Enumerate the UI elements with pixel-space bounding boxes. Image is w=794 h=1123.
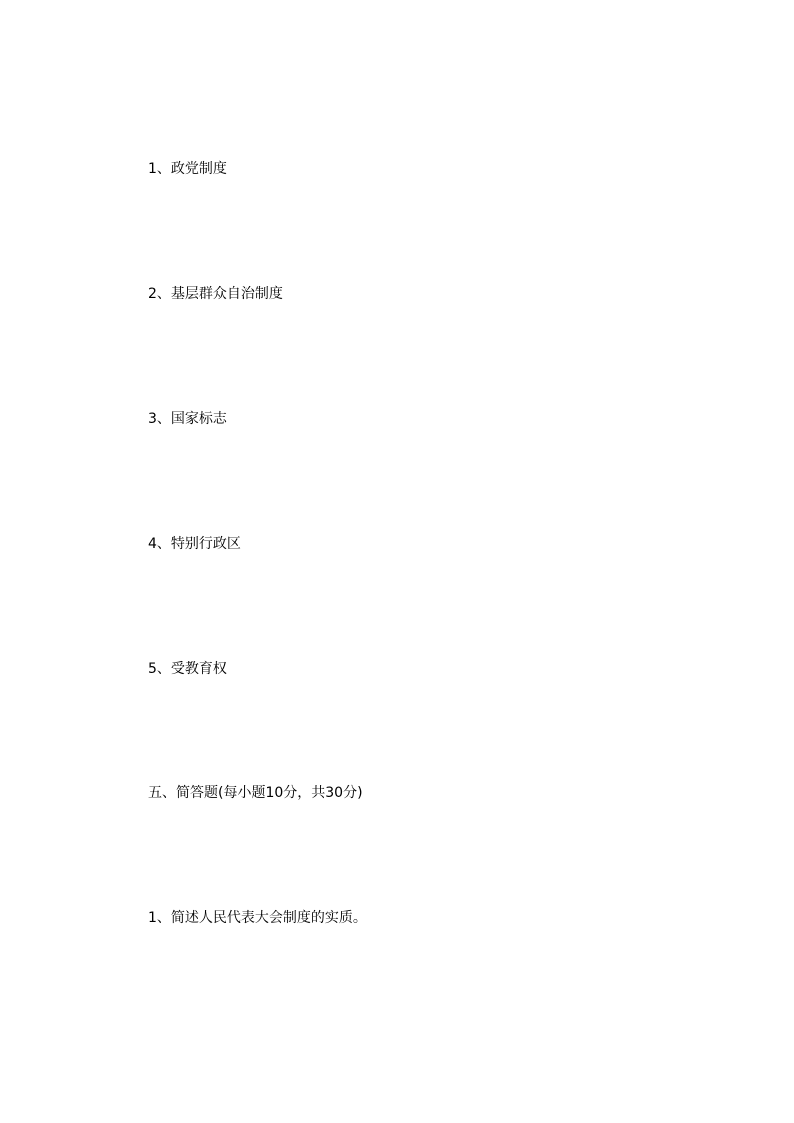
short-answer-question-1: 1、简述人民代表大会制度的实质。 [148,910,367,926]
term-item-5: 5、受教育权 [148,661,227,677]
term-item-1: 1、政党制度 [148,161,227,177]
section-heading: 五、简答题(每小题10分，共30分) [148,785,363,801]
term-item-2: 2、基层群众自治制度 [148,286,283,302]
term-item-4: 4、特别行政区 [148,536,241,552]
term-item-3: 3、国家标志 [148,411,227,427]
